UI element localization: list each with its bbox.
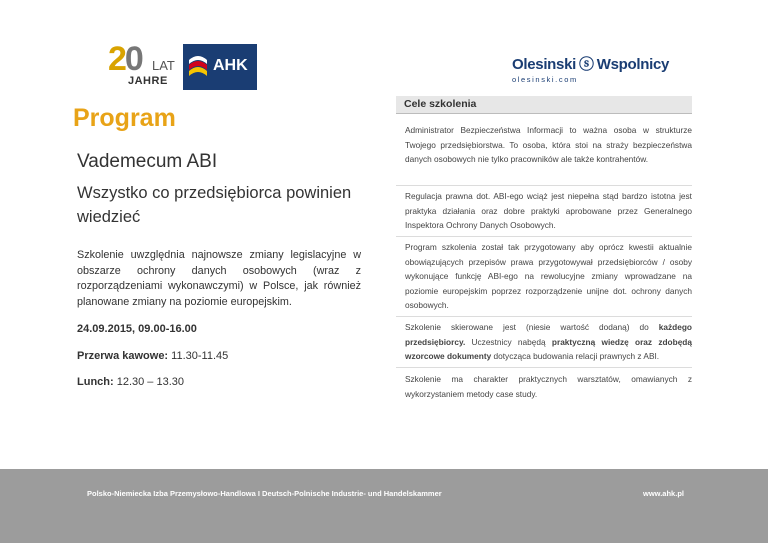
footer-organization: Polsko-Niemiecka Izba Przemysłowo-Handlowa I Deutsch-Polnische Industrie- und Handelskammer	[87, 489, 442, 498]
intro-paragraph: Szkolenie uwzględnia najnowsze zmiany legislacyjne w obszarze ochrony danych osobowych (wraz z rozporządzeniami wykonawczymi) w Polsce, jak również planowane zmiany na poziomie europejskim.	[77, 249, 361, 308]
olesinski-logo	[512, 53, 670, 84]
divider	[396, 367, 692, 368]
objectives-paragraph-1: Administrator Bezpieczeństwa Informacji to ważna osoba w strukturze Twojego przedsiębiorstwa. To osoba, która stoi na straży bezpieczeństwa danych osobowych nie tylko pracowników ale także kontrahentów.	[405, 125, 692, 164]
coffee-break-line	[77, 350, 228, 362]
program-title: Program	[73, 104, 176, 132]
subtitle: Wszystko co przedsiębiorca powinien wiedzieć	[77, 184, 352, 226]
objectives-header	[396, 96, 692, 114]
lunch-line	[77, 376, 184, 388]
coffee-value: 11.30-11.45	[168, 350, 229, 362]
ahk-text: AHK	[213, 57, 248, 74]
anniversary-number: 20	[108, 40, 142, 78]
olesinski-name: Olesinski ⓢ Wspolnicy	[512, 56, 670, 73]
coffee-label: Przerwa kawowe:	[77, 350, 169, 362]
lunch-label: Lunch:	[77, 376, 114, 388]
anniversary-jahre: JAHRE	[128, 75, 168, 87]
objectives-paragraph-2: Regulacja prawna dot. ABI-ego wciąż jest niepełna stąd bardzo istotna jest praktyka działania oraz dobre praktyki aprobowane przez Generalnego Inspektora Ochrony Danych Osobowych.	[405, 191, 692, 230]
objectives-paragraph-3: Program szkolenia został tak przygotowany aby oprócz kwestii aktualnie obowiązujących przepisów prawa przygotowywał przedsiębiorców / osoby wykonujące funkcję ABI-ego na rewolucyjne zmiany wprowadzane na poziomie europejskim poprzez rozporządzenie unijne dot. ochrony danych osobowych.	[405, 242, 692, 310]
anniversary-logo	[108, 42, 176, 90]
footer	[0, 469, 768, 543]
olesinski-url: olesinski.com	[512, 75, 578, 84]
divider	[396, 236, 692, 237]
ahk-logo	[183, 44, 257, 90]
divider	[396, 185, 692, 186]
footer-url-link[interactable]: www.ahk.pl	[643, 489, 684, 498]
divider	[396, 316, 692, 317]
olesinski-mark-icon: ⓢ	[579, 56, 594, 73]
objectives-paragraph-5: Szkolenie ma charakter praktycznych warsztatów, omawianych z wykorzystaniem metody case study.	[405, 374, 692, 399]
date-line: 24.09.2015, 09.00-16.00	[77, 323, 197, 335]
ahk-flag-icon	[187, 52, 209, 82]
main-title: Vademecum ABI	[77, 151, 218, 172]
anniversary-lat: LAT	[152, 58, 175, 73]
objectives-header-text: Cele szkolenia	[404, 98, 477, 110]
lunch-value: 12.30 – 13.30	[113, 376, 185, 388]
objectives-paragraph-4: Szkolenie skierowane jest (niesie wartość dodaną) do każdego przedsiębiorcy. Uczestnicy nabędą praktyczną wiedzę oraz zdobędą wzorcowe dokumenty dotycząca budowania relacji prawnych z ABI.	[405, 322, 692, 361]
